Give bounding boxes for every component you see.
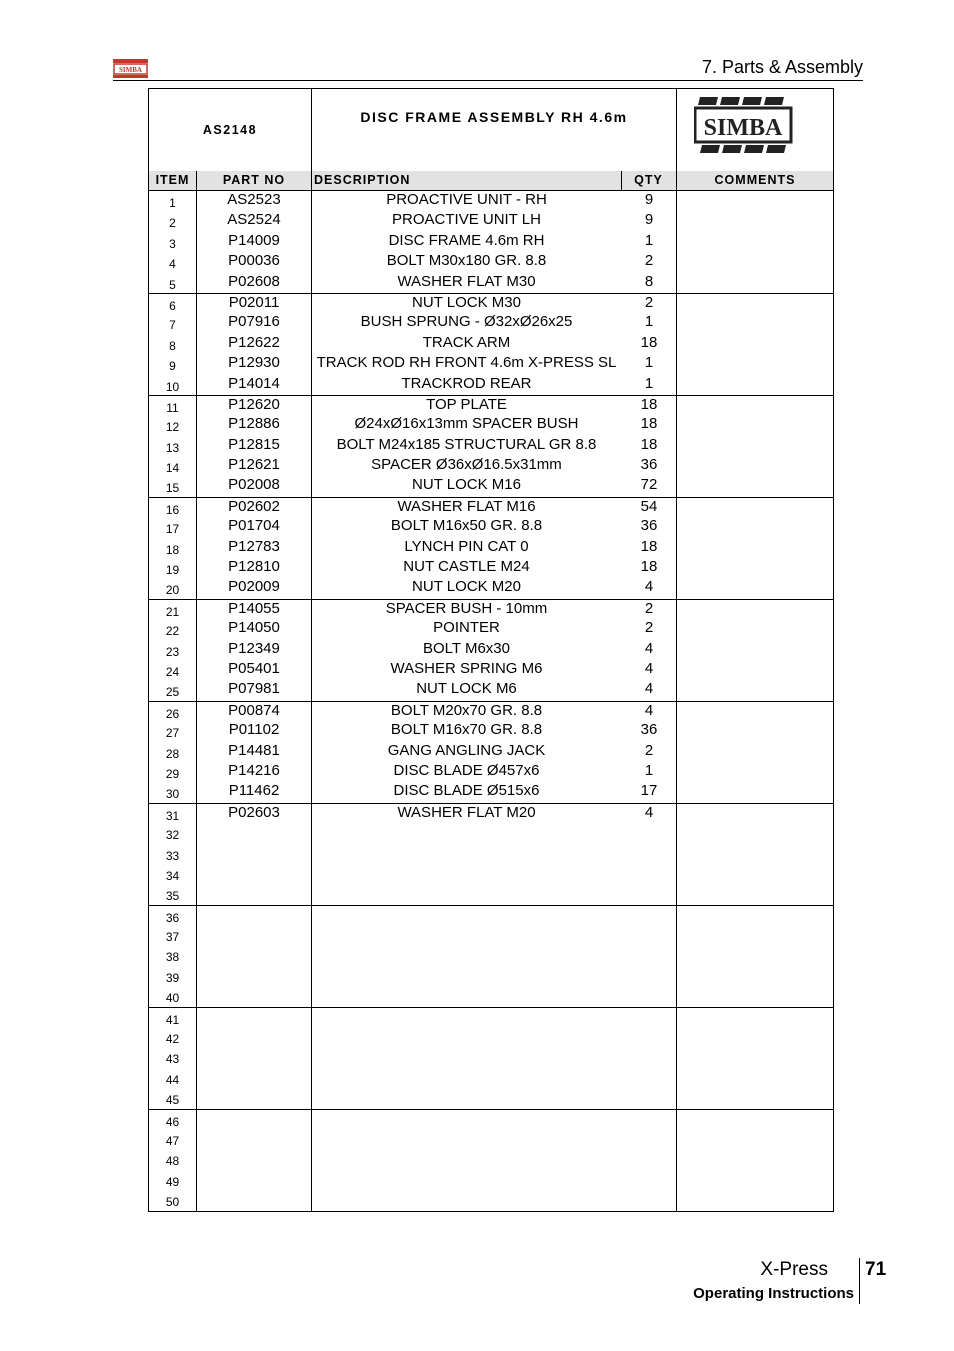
quantity: 36 bbox=[640, 517, 658, 535]
item-number: 16 bbox=[165, 502, 180, 517]
part-number: P02603 bbox=[228, 803, 280, 821]
part-description: LYNCH PIN CAT 0 bbox=[404, 537, 529, 555]
part-description: NUT CASTLE M24 bbox=[403, 558, 530, 576]
quantity: 1 bbox=[644, 354, 654, 372]
item-number: 9 bbox=[169, 359, 176, 374]
table-row bbox=[149, 701, 833, 721]
table-row bbox=[149, 1190, 833, 1210]
item-number: 20 bbox=[165, 583, 180, 598]
table-row bbox=[149, 844, 833, 864]
item-number: 31 bbox=[165, 808, 180, 823]
table-row bbox=[149, 252, 833, 272]
page-number: 71 bbox=[865, 1259, 887, 1280]
table-row bbox=[149, 1170, 833, 1190]
svg-text:SIMBA: SIMBA bbox=[119, 66, 142, 74]
item-number: 18 bbox=[165, 542, 180, 557]
part-description: WASHER SPRING M6 bbox=[390, 659, 543, 677]
simba-logo-small-icon bbox=[113, 59, 148, 78]
part-number: P14009 bbox=[228, 231, 280, 249]
item-number: 40 bbox=[165, 991, 180, 1006]
item-number: 6 bbox=[169, 298, 176, 313]
item-number: 28 bbox=[165, 746, 180, 761]
part-description: BOLT M6x30 bbox=[423, 639, 510, 657]
simba-logo-icon bbox=[694, 95, 794, 157]
table-row bbox=[149, 660, 833, 680]
part-description: BOLT M16x70 GR. 8.8 bbox=[390, 721, 543, 739]
item-number: 25 bbox=[165, 685, 180, 700]
quantity: 36 bbox=[640, 456, 658, 474]
quantity: 18 bbox=[640, 333, 658, 351]
item-number: 42 bbox=[165, 1032, 180, 1047]
footer-divider bbox=[859, 1258, 860, 1304]
table-row bbox=[149, 497, 833, 517]
table-row bbox=[149, 334, 833, 354]
item-number: 48 bbox=[165, 1154, 180, 1169]
item-number: 11 bbox=[166, 400, 179, 415]
item-number: 39 bbox=[165, 970, 180, 985]
part-number: P02008 bbox=[228, 476, 280, 494]
part-description: DISC BLADE Ø515x6 bbox=[393, 782, 540, 800]
item-number: 24 bbox=[165, 664, 180, 679]
parts-table bbox=[148, 88, 834, 1212]
item-number: 32 bbox=[165, 828, 180, 843]
table-row bbox=[149, 211, 833, 231]
table-row bbox=[149, 1047, 833, 1067]
quantity: 4 bbox=[644, 701, 654, 719]
table-row bbox=[149, 884, 833, 904]
table-row bbox=[149, 415, 833, 435]
quantity: 4 bbox=[644, 659, 654, 677]
quantity: 2 bbox=[644, 293, 654, 311]
part-number: P12621 bbox=[228, 456, 280, 474]
quantity: 18 bbox=[640, 415, 658, 433]
part-description: WASHER FLAT M16 bbox=[397, 497, 536, 515]
quantity: 36 bbox=[640, 721, 658, 739]
quantity: 2 bbox=[644, 619, 654, 637]
quantity: 1 bbox=[644, 374, 654, 392]
part-description: TRACK ARM bbox=[422, 333, 511, 351]
item-number: 49 bbox=[165, 1174, 180, 1189]
table-row bbox=[149, 578, 833, 598]
table-row bbox=[149, 762, 833, 782]
table-row bbox=[149, 436, 833, 456]
item-number: 50 bbox=[165, 1195, 180, 1210]
item-number: 5 bbox=[169, 277, 176, 292]
part-description: TOP PLATE bbox=[426, 395, 507, 413]
table-row bbox=[149, 1109, 833, 1129]
part-number: P12810 bbox=[228, 558, 280, 576]
item-number: 21 bbox=[165, 604, 180, 619]
part-description: WASHER FLAT M20 bbox=[397, 803, 536, 821]
quantity: 4 bbox=[644, 680, 654, 698]
column-header-qty: QTY bbox=[621, 171, 677, 190]
quantity: 17 bbox=[640, 782, 658, 800]
quantity: 72 bbox=[640, 476, 658, 494]
part-number: P14055 bbox=[228, 599, 280, 617]
column-header-part-no: PART NO bbox=[197, 171, 312, 190]
table-row bbox=[149, 925, 833, 945]
item-number: 15 bbox=[165, 481, 180, 496]
item-number: 4 bbox=[169, 257, 176, 272]
item-number: 2 bbox=[169, 216, 176, 231]
table-row bbox=[149, 1027, 833, 1047]
part-number: P02009 bbox=[228, 578, 280, 596]
part-description: TRACK ROD RH FRONT 4.6m X-PRESS SL bbox=[316, 354, 617, 372]
part-description: BOLT M16x50 GR. 8.8 bbox=[390, 517, 543, 535]
item-number: 35 bbox=[165, 889, 180, 904]
part-number: P02608 bbox=[228, 272, 280, 290]
assembly-logo-cell bbox=[676, 89, 834, 171]
part-description: POINTER bbox=[433, 619, 500, 637]
part-number: P02602 bbox=[228, 497, 280, 515]
quantity: 18 bbox=[640, 395, 658, 413]
table-row bbox=[149, 1088, 833, 1108]
item-number: 23 bbox=[165, 644, 180, 659]
item-number: 14 bbox=[165, 461, 180, 476]
part-number: P12815 bbox=[228, 435, 280, 453]
table-row bbox=[149, 395, 833, 415]
item-number: 47 bbox=[165, 1133, 180, 1148]
item-number: 46 bbox=[165, 1114, 180, 1129]
table-row bbox=[149, 619, 833, 639]
part-description: BUSH SPRUNG - Ø32xØ26x25 bbox=[360, 313, 573, 331]
table-row bbox=[149, 538, 833, 558]
table-row bbox=[149, 782, 833, 802]
table-row bbox=[149, 1149, 833, 1169]
item-number: 45 bbox=[165, 1093, 180, 1108]
part-number: P12930 bbox=[228, 354, 280, 372]
item-number: 26 bbox=[165, 706, 180, 721]
header-rule bbox=[113, 80, 863, 81]
table-row bbox=[149, 640, 833, 660]
part-number: P14014 bbox=[228, 374, 280, 392]
item-number: 12 bbox=[165, 420, 180, 435]
quantity: 2 bbox=[644, 252, 654, 270]
part-number: P07916 bbox=[228, 313, 280, 331]
quantity: 1 bbox=[644, 313, 654, 331]
part-description: NUT LOCK M6 bbox=[416, 680, 517, 698]
part-description: NUT LOCK M16 bbox=[412, 476, 521, 494]
table-row bbox=[149, 1129, 833, 1149]
table-row bbox=[149, 966, 833, 986]
quantity: 4 bbox=[644, 639, 654, 657]
item-number: 38 bbox=[165, 950, 180, 965]
quantity: 1 bbox=[644, 231, 654, 249]
part-description: TRACKROD REAR bbox=[401, 374, 532, 392]
part-number: P12349 bbox=[228, 639, 280, 657]
column-header-comments: COMMENTS bbox=[714, 173, 796, 187]
column-headers bbox=[149, 171, 833, 191]
document-subtitle: Operating Instructions bbox=[693, 1285, 854, 1302]
quantity: 18 bbox=[640, 537, 658, 555]
part-number: P00036 bbox=[228, 252, 280, 270]
table-row bbox=[149, 273, 833, 293]
section-title: 7. Parts & Assembly bbox=[701, 57, 863, 77]
part-number: P12886 bbox=[228, 415, 280, 433]
table-row bbox=[149, 232, 833, 252]
item-number: 8 bbox=[169, 338, 176, 353]
quantity: 8 bbox=[644, 272, 654, 290]
item-number: 34 bbox=[165, 868, 180, 883]
part-number: P14481 bbox=[228, 741, 280, 759]
quantity: 2 bbox=[644, 599, 654, 617]
quantity: 1 bbox=[644, 761, 654, 779]
table-row bbox=[149, 680, 833, 700]
table-row bbox=[149, 375, 833, 395]
table-row bbox=[149, 1007, 833, 1027]
item-number: 3 bbox=[169, 236, 176, 251]
table-row bbox=[149, 823, 833, 843]
table-row bbox=[149, 313, 833, 333]
table-row bbox=[149, 293, 833, 313]
table-row bbox=[149, 456, 833, 476]
part-description: WASHER FLAT M30 bbox=[397, 272, 536, 290]
table-row bbox=[149, 476, 833, 496]
item-number: 43 bbox=[165, 1052, 180, 1067]
table-row bbox=[149, 905, 833, 925]
quantity: 18 bbox=[640, 558, 658, 576]
quantity: 4 bbox=[644, 578, 654, 596]
table-row bbox=[149, 721, 833, 741]
assembly-code: AS2148 bbox=[149, 89, 312, 171]
part-description: PROACTIVE UNIT - RH bbox=[386, 191, 547, 208]
part-number: P11462 bbox=[228, 782, 280, 800]
product-name: X-Press bbox=[760, 1259, 828, 1280]
part-number: P14050 bbox=[228, 619, 280, 637]
quantity: 18 bbox=[640, 435, 658, 453]
part-description: GANG ANGLING JACK bbox=[387, 741, 546, 759]
part-number: AS2523 bbox=[227, 191, 281, 208]
table-row bbox=[149, 986, 833, 1006]
part-number: P07981 bbox=[228, 680, 280, 698]
part-number: P00874 bbox=[228, 701, 280, 719]
item-number: 19 bbox=[165, 563, 180, 578]
table-row bbox=[149, 945, 833, 965]
item-number: 41 bbox=[165, 1012, 180, 1027]
table-row bbox=[149, 191, 833, 211]
table-body bbox=[149, 191, 833, 1211]
part-description: BOLT M30x180 GR. 8.8 bbox=[386, 252, 547, 270]
item-number: 13 bbox=[165, 440, 180, 455]
part-description: PROACTIVE UNIT LH bbox=[392, 211, 541, 229]
column-header-item: ITEM bbox=[149, 171, 197, 190]
part-description: NUT LOCK M20 bbox=[412, 578, 521, 596]
part-description: NUT LOCK M30 bbox=[412, 293, 521, 311]
part-description: DISC BLADE Ø457x6 bbox=[393, 761, 540, 779]
part-number: P05401 bbox=[228, 659, 280, 677]
part-description: BOLT M20x70 GR. 8.8 bbox=[390, 701, 543, 719]
table-row bbox=[149, 354, 833, 374]
item-number: 22 bbox=[165, 624, 180, 639]
column-header-description: DESCRIPTION bbox=[312, 171, 622, 190]
table-row bbox=[149, 1068, 833, 1088]
item-number: 30 bbox=[165, 787, 180, 802]
item-number: 17 bbox=[165, 522, 180, 537]
item-number: 10 bbox=[165, 379, 180, 394]
item-number: 29 bbox=[165, 766, 180, 781]
item-number: 36 bbox=[165, 910, 180, 925]
item-number: 33 bbox=[165, 848, 180, 863]
part-number: P01102 bbox=[228, 721, 280, 739]
table-row bbox=[149, 864, 833, 884]
table-row bbox=[149, 803, 833, 823]
part-description: BOLT M24x185 STRUCTURAL GR 8.8 bbox=[336, 435, 597, 453]
part-number: P12622 bbox=[228, 333, 280, 351]
quantity: 4 bbox=[644, 803, 654, 821]
quantity: 9 bbox=[644, 191, 654, 208]
part-number: P01704 bbox=[228, 517, 280, 535]
part-number: P14216 bbox=[228, 761, 280, 779]
part-description: SPACER BUSH - 10mm bbox=[385, 599, 548, 617]
assembly-title-row bbox=[149, 89, 833, 172]
part-number: P12783 bbox=[228, 537, 280, 555]
assembly-title: DISC FRAME ASSEMBLY RH 4.6m bbox=[360, 109, 628, 125]
item-number: 37 bbox=[165, 930, 180, 945]
item-number: 27 bbox=[165, 726, 180, 741]
part-number: P02011 bbox=[228, 293, 280, 311]
item-number: 44 bbox=[165, 1072, 180, 1087]
quantity: 9 bbox=[644, 211, 654, 229]
part-number: P12620 bbox=[228, 395, 280, 413]
table-row bbox=[149, 742, 833, 762]
table-row bbox=[149, 517, 833, 537]
item-number: 7 bbox=[169, 318, 176, 333]
part-description: SPACER Ø36xØ16.5x31mm bbox=[371, 456, 562, 474]
table-row bbox=[149, 599, 833, 619]
quantity: 54 bbox=[640, 497, 658, 515]
item-number: 1 bbox=[169, 196, 176, 210]
svg-text:SIMBA: SIMBA bbox=[703, 115, 783, 141]
table-row bbox=[149, 558, 833, 578]
part-description: Ø24xØ16x13mm SPACER BUSH bbox=[354, 415, 579, 433]
part-description: DISC FRAME 4.6m RH bbox=[388, 231, 545, 249]
quantity: 2 bbox=[644, 741, 654, 759]
part-number: AS2524 bbox=[227, 211, 281, 229]
